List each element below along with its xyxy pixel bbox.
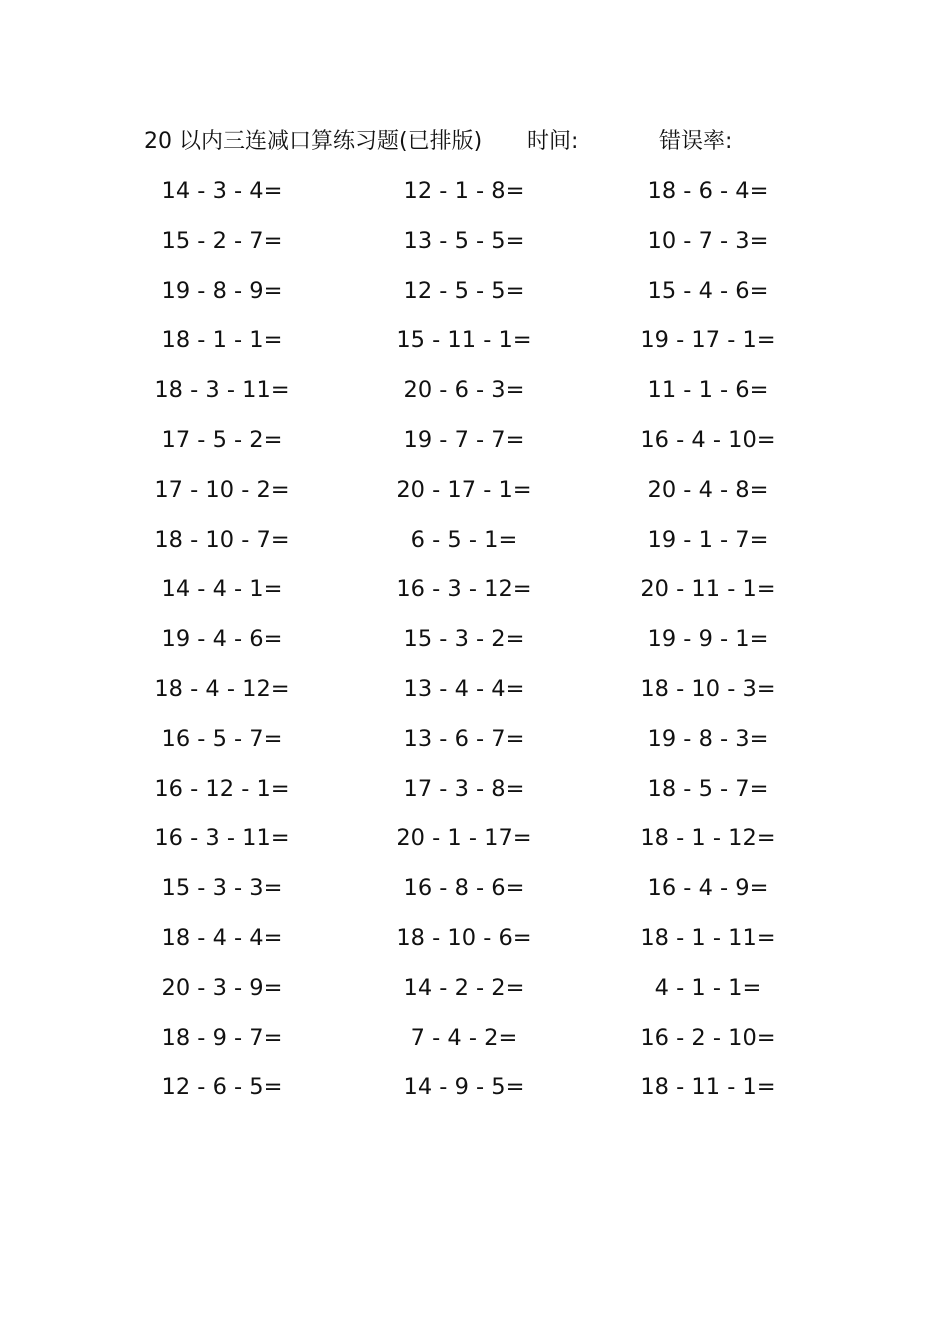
- problem-item: 18 - 9 - 7=: [161, 1024, 283, 1051]
- problem-item: 16 - 3 - 12=: [396, 576, 532, 603]
- problem-row: [0, 766, 950, 816]
- problem-item: 16 - 4 - 10=: [640, 426, 776, 453]
- problem-item: 14 - 4 - 1=: [161, 576, 283, 603]
- problem-item: 19 - 8 - 3=: [647, 725, 769, 752]
- problem-row: [0, 566, 950, 616]
- problem-row: [0, 965, 950, 1015]
- problem-item: 17 - 10 - 2=: [154, 476, 290, 503]
- problem-item: 16 - 8 - 6=: [403, 875, 525, 902]
- problem-item: 19 - 7 - 7=: [403, 426, 525, 453]
- problem-item: 13 - 6 - 7=: [403, 725, 525, 752]
- problem-item: 14 - 9 - 5=: [403, 1074, 525, 1101]
- problem-item: 18 - 10 - 6=: [396, 924, 532, 951]
- problem-item: 16 - 3 - 11=: [154, 825, 290, 852]
- problem-item: 10 - 7 - 3=: [647, 227, 769, 254]
- problem-item: 18 - 1 - 12=: [640, 825, 776, 852]
- problem-item: 17 - 3 - 8=: [403, 775, 525, 802]
- problem-item: 18 - 5 - 7=: [647, 775, 769, 802]
- problem-row: [0, 417, 950, 467]
- problem-item: 19 - 4 - 6=: [161, 626, 283, 653]
- problem-item: 20 - 3 - 9=: [161, 974, 283, 1001]
- problem-item: 15 - 3 - 3=: [161, 875, 283, 902]
- problem-item: 18 - 10 - 7=: [154, 526, 290, 553]
- problem-row: [0, 865, 950, 915]
- problem-item: 16 - 4 - 9=: [647, 875, 769, 902]
- problem-row: [0, 467, 950, 517]
- problem-item: 11 - 1 - 6=: [647, 377, 769, 404]
- problem-row: [0, 367, 950, 417]
- problem-item: 18 - 4 - 12=: [154, 675, 290, 702]
- problem-item: 6 - 5 - 1=: [410, 526, 518, 553]
- problem-row: [0, 1015, 950, 1065]
- problem-item: 15 - 11 - 1=: [396, 327, 532, 354]
- problem-item: 14 - 2 - 2=: [403, 974, 525, 1001]
- problem-item: 18 - 6 - 4=: [647, 178, 769, 204]
- problem-item: 19 - 9 - 1=: [647, 626, 769, 653]
- problem-item: 16 - 2 - 10=: [640, 1024, 776, 1051]
- problem-item: 18 - 10 - 3=: [640, 675, 776, 702]
- problem-item: 18 - 11 - 1=: [640, 1074, 776, 1101]
- problem-item: 18 - 1 - 1=: [161, 327, 283, 354]
- problem-row: [0, 168, 950, 218]
- problem-row: [0, 915, 950, 965]
- problem-item: 20 - 17 - 1=: [396, 476, 532, 503]
- problem-item: 15 - 4 - 6=: [647, 277, 769, 304]
- problem-item: 12 - 1 - 8=: [403, 178, 525, 204]
- problem-item: 7 - 4 - 2=: [410, 1024, 518, 1051]
- problem-row: [0, 815, 950, 865]
- problem-item: 18 - 4 - 4=: [161, 924, 283, 951]
- problem-item: 18 - 1 - 11=: [640, 924, 776, 951]
- problem-row: [0, 616, 950, 666]
- error-rate-label: 错误率:: [659, 129, 733, 154]
- problem-item: 20 - 1 - 17=: [396, 825, 532, 852]
- problem-item: 19 - 17 - 1=: [640, 327, 776, 354]
- problem-item: 14 - 3 - 4=: [161, 178, 283, 204]
- problem-item: 20 - 11 - 1=: [640, 576, 776, 603]
- problem-item: 18 - 3 - 11=: [154, 377, 290, 404]
- problem-item: 13 - 4 - 4=: [403, 675, 525, 702]
- problem-row: [0, 666, 950, 716]
- problem-item: 20 - 6 - 3=: [403, 377, 525, 404]
- problem-item: 15 - 2 - 7=: [161, 227, 283, 254]
- worksheet-title: 20 以内三连减口算练习题(已排版): [144, 129, 483, 154]
- problem-item: 4 - 1 - 1=: [654, 974, 762, 1001]
- problem-row: [0, 517, 950, 567]
- problem-row: [0, 317, 950, 367]
- problem-item: 17 - 5 - 2=: [161, 426, 283, 453]
- problem-item: 20 - 4 - 8=: [647, 476, 769, 503]
- problem-row: [0, 716, 950, 766]
- worksheet-header: [144, 124, 844, 160]
- problem-row: [0, 218, 950, 268]
- problem-row: [0, 1064, 950, 1114]
- problem-grid: [0, 168, 950, 1114]
- problem-item: 12 - 6 - 5=: [161, 1074, 283, 1101]
- time-label: 时间:: [527, 129, 579, 154]
- problem-item: 15 - 3 - 2=: [403, 626, 525, 653]
- problem-row: [0, 268, 950, 318]
- problem-item: 16 - 12 - 1=: [154, 775, 290, 802]
- problem-item: 16 - 5 - 7=: [161, 725, 283, 752]
- problem-item: 19 - 1 - 7=: [647, 526, 769, 553]
- problem-item: 13 - 5 - 5=: [403, 227, 525, 254]
- problem-item: 19 - 8 - 9=: [161, 277, 283, 304]
- problem-item: 12 - 5 - 5=: [403, 277, 525, 304]
